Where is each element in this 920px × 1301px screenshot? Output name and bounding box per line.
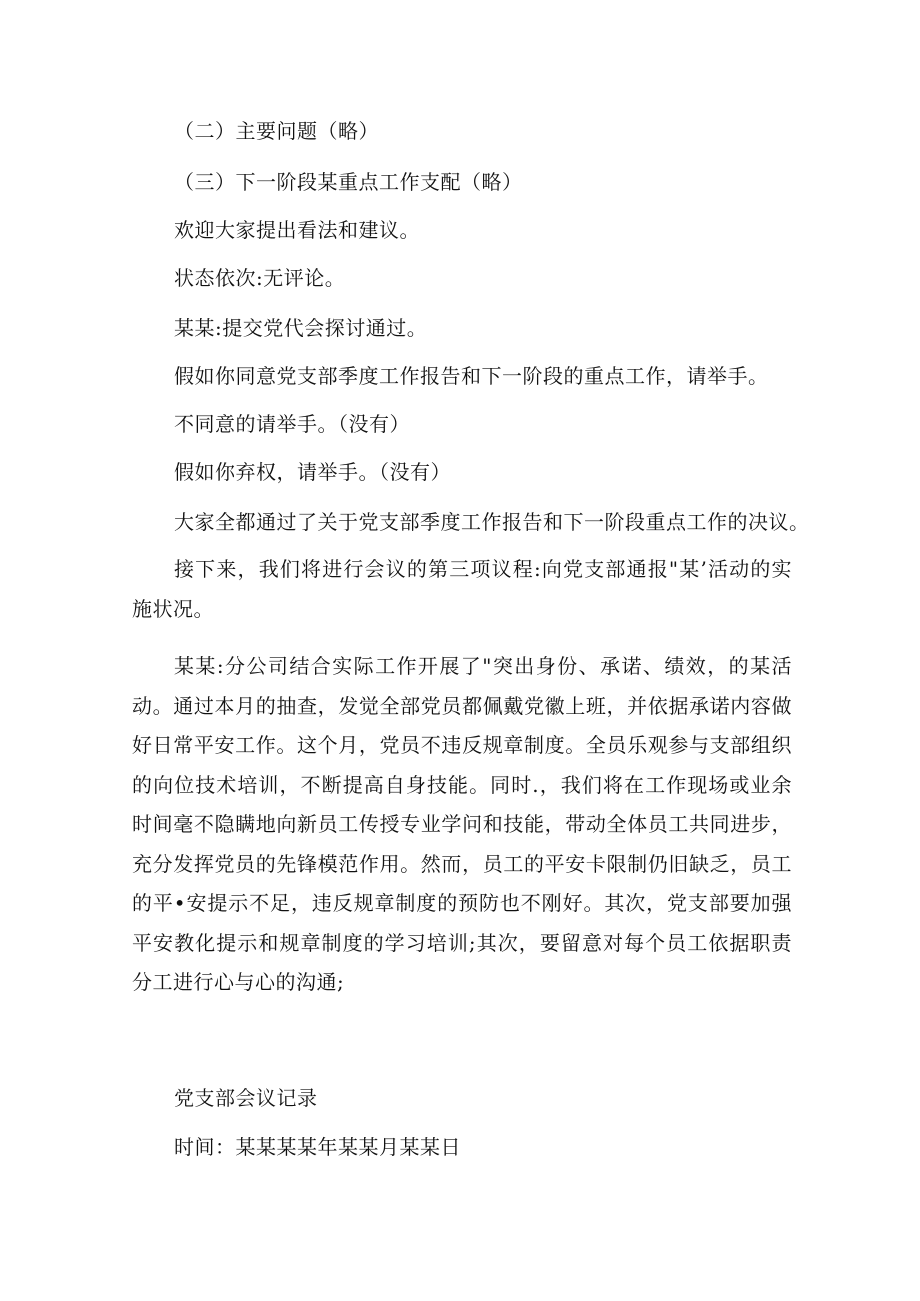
section-title: 党支部会议记录 <box>174 1086 318 1110</box>
text-line-resolution-passed: 大家全都通过了关于党支部季度工作报告和下一阶段重点工作的决议。 <box>174 510 810 534</box>
paragraph-activity-report: 某某:分公司结合实际工作开展了"突出身份、承诺、绩效，的某活动。通过本月的抽查，发觉全部党员都佩戴党徽上班，并依据承诺内容做好日常平安工作。这个月，党员不违反规章制度。全员乐观参与支部组织的向位技术培训，不断提高自身技能。同时.，我们将在工作现场或业余时间毫不隐瞒地向新员工传授专业学问和技能，带动全体员工共同进步，充分发挥党员的先锋模范作用。然而，员工的平安卡限制仍旧缺乏，员工的平•安提示不足，违反规章制度的预防也不刚好。其次，党支部要加强平安教化提示和规章制度的学习培训;其次，要留意对每个员工依据职责分工进行心与心的沟通; <box>132 654 792 994</box>
text-line-vote-disagree: 不同意的请举手。（没有） <box>174 412 410 436</box>
text-line-next-stage-work: （三）下一阶段某重点工作支配（略） <box>174 170 523 194</box>
text-line-status: 状态依次:无评论。 <box>174 266 346 290</box>
text-line-vote-abstain: 假如你弃权，请举手。（没有） <box>174 460 451 484</box>
text-line-submit-discussion: 某某:提交党代会探讨通过。 <box>174 316 428 340</box>
text-line-vote-agree: 假如你同意党支部季度工作报告和下一阶段的重点工作，请举手。 <box>174 364 769 388</box>
paragraph-third-agenda: 接下来，我们将进行会议的第三项议程:向党支部通报"某’活动的实施状况。 <box>132 557 792 621</box>
meeting-time-line: 时间：某某某某年某某月某某日 <box>174 1135 461 1159</box>
text-line-main-issues: （二）主要问题（略） <box>174 119 379 143</box>
text-line-welcome-suggestions: 欢迎大家提出看法和建议。 <box>174 218 420 242</box>
